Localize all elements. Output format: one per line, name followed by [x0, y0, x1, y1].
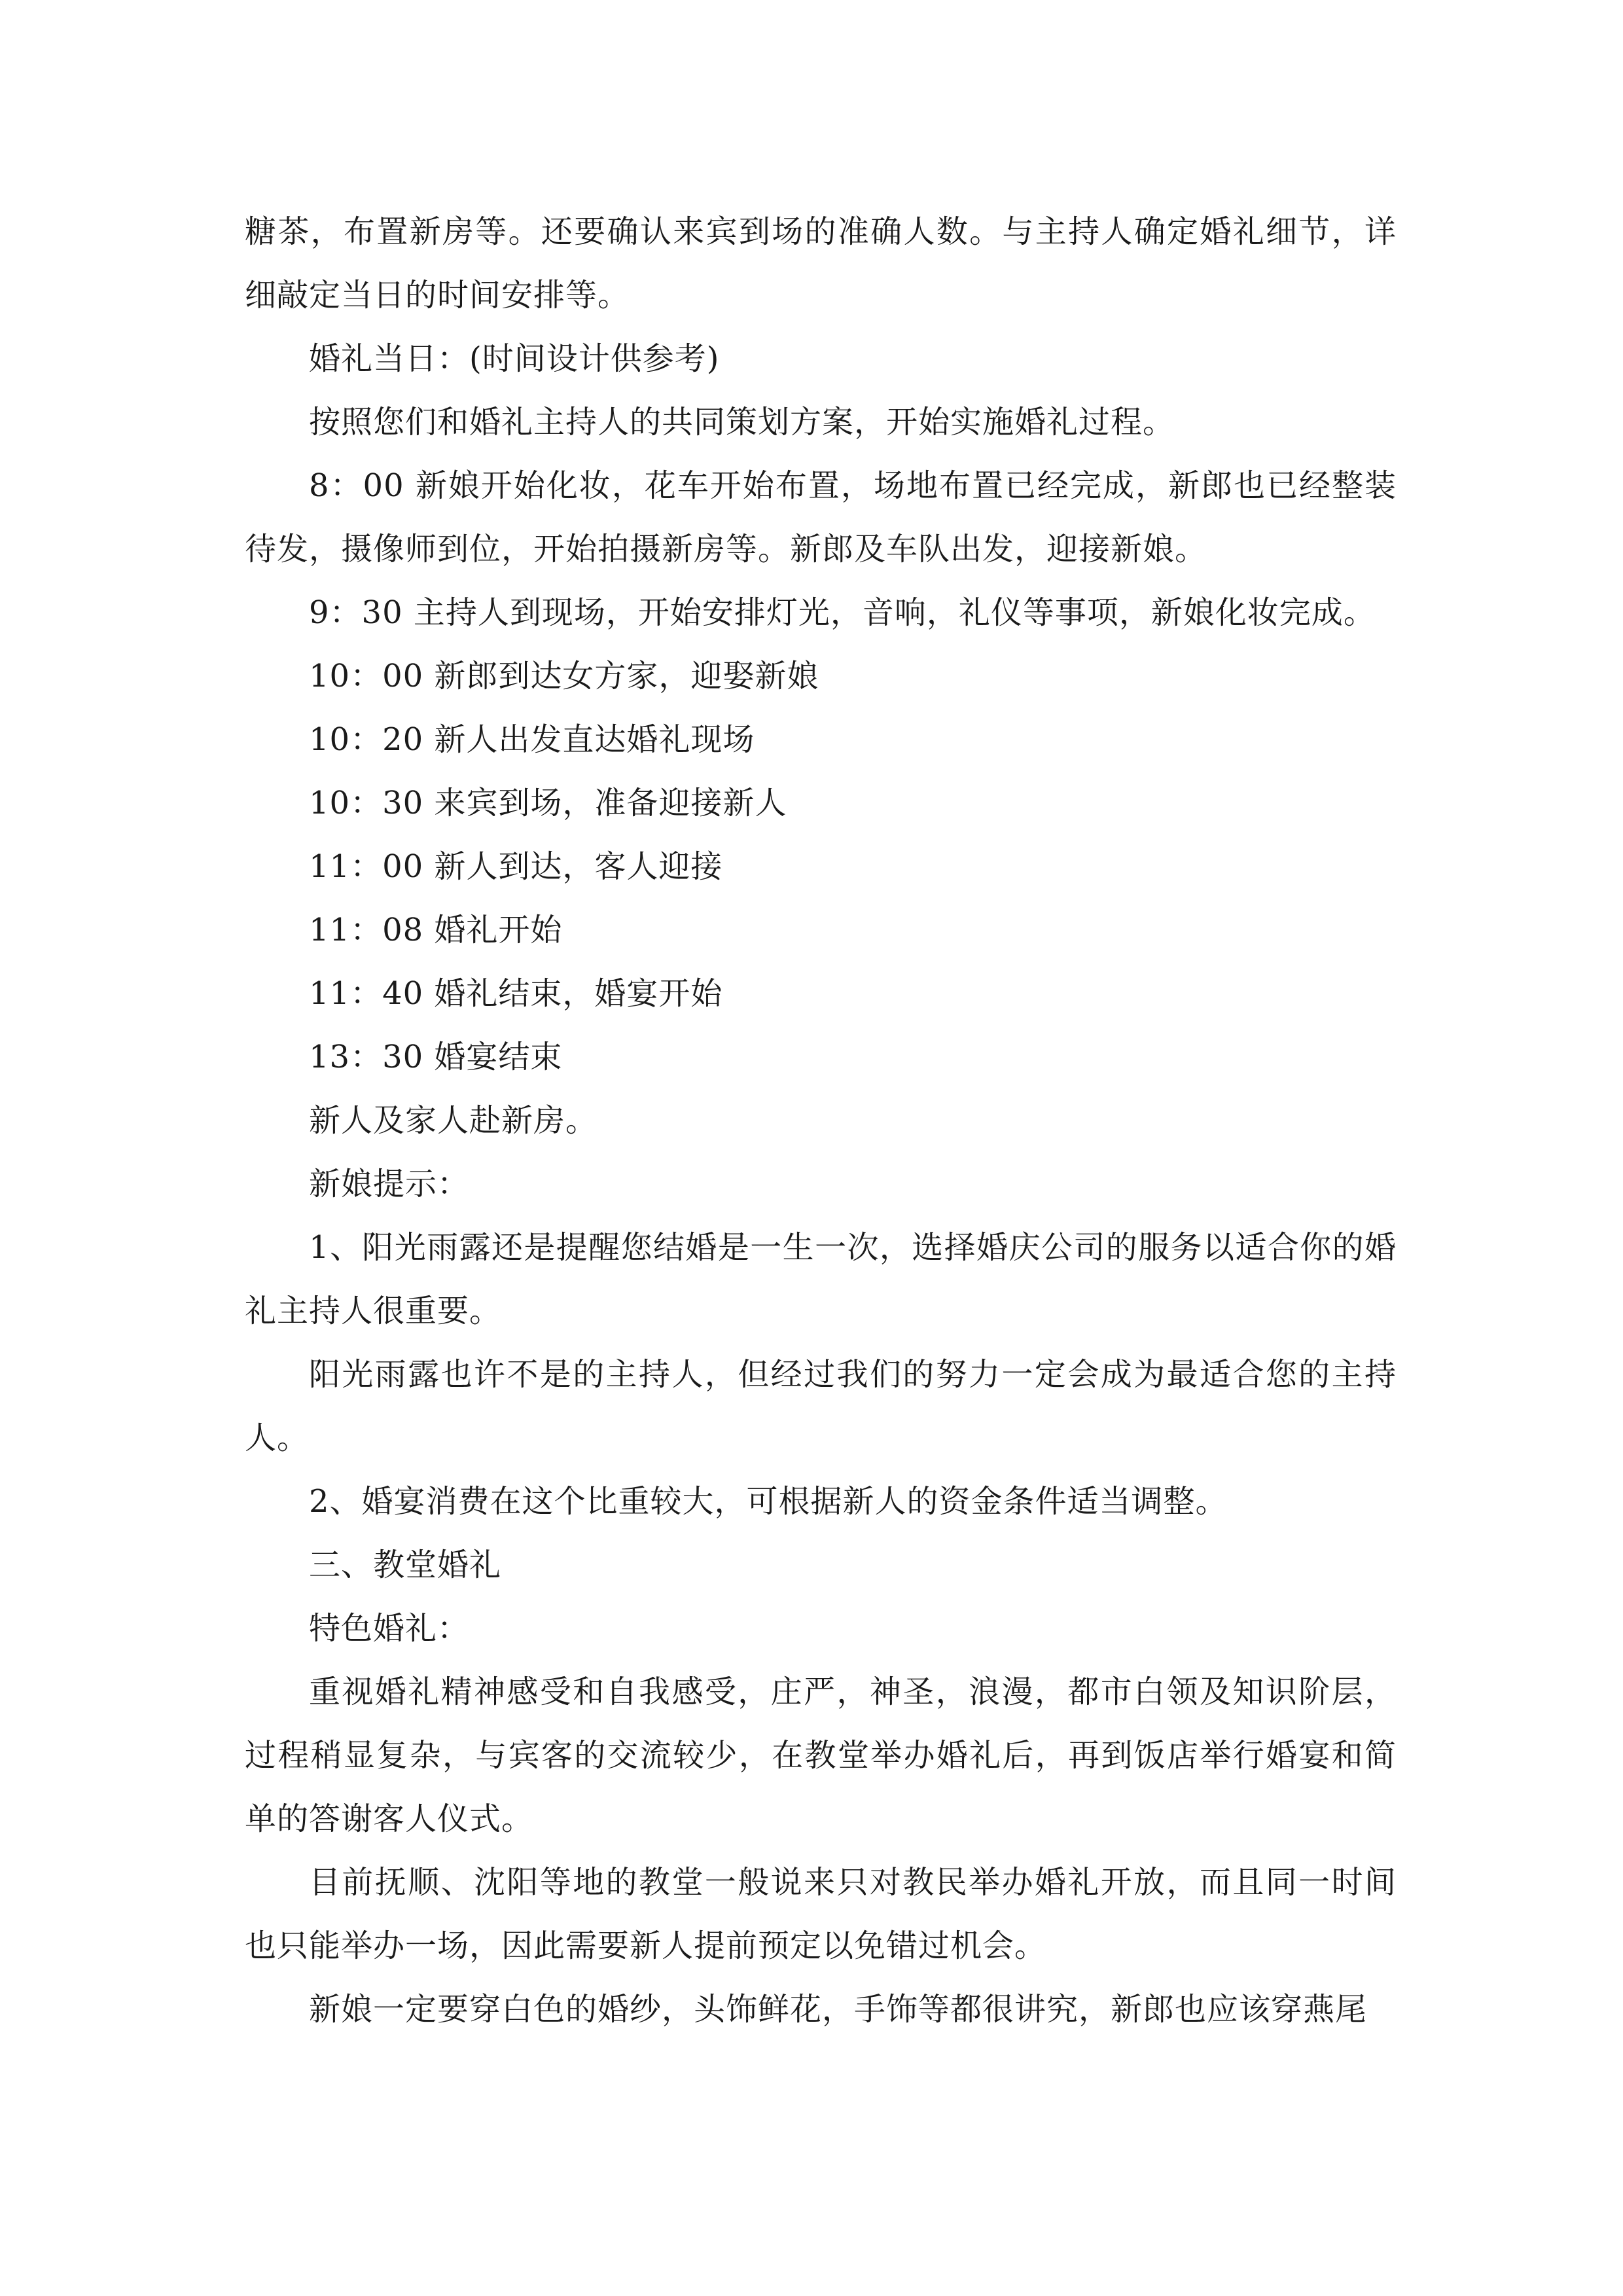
paragraph: 9：30 主持人到现场，开始安排灯光，音响，礼仪等事项，新娘化妆完成。 — [309, 594, 1376, 631]
paragraph: 糖茶，布置新房等。还要确认来宾到场的准确人数。与主持人确定婚礼细节，详细敲定当日的时间安排等。 — [245, 213, 1397, 314]
document-body — [245, 200, 1397, 2041]
paragraph: 10：20 新人出发直达婚礼现场 — [309, 721, 755, 758]
paragraph: 新人及家人赴新房。 — [309, 1102, 598, 1139]
paragraph: 11：00 新人到达，客人迎接 — [309, 848, 723, 885]
paragraph: 阳光雨露也许不是的主持人，但经过我们的努力一定会成为最适合您的主持人。 — [245, 1356, 1397, 1456]
paragraph: 按照您们和婚礼主持人的共同策划方案，开始实施婚礼过程。 — [309, 404, 1175, 440]
paragraph: 目前抚顺、沈阳等地的教堂一般说来只对教民举办婚礼开放，而且同一时间也只能举办一场，因此需要新人提前预定以免错过机会。 — [245, 1864, 1397, 1964]
paragraph: 重视婚礼精神感受和自我感受，庄严，神圣，浪漫，都市白领及知识阶层，过程稍显复杂，与宾客的交流较少，在教堂举办婚礼后，再到饭店举行婚宴和简单的答谢客人仪式。 — [245, 1674, 1397, 1837]
paragraph: 8：00 新娘开始化妆，花车开始布置，场地布置已经完成，新郎也已经整装待发，摄像师到位，开始拍摄新房等。新郎及车队出发，迎接新娘。 — [245, 467, 1397, 567]
paragraph: 11：40 婚礼结束，婚宴开始 — [309, 975, 723, 1012]
paragraph: 11：08 婚礼开始 — [309, 912, 563, 948]
paragraph: 新娘一定要穿白色的婚纱，头饰鲜花，手饰等都很讲究，新郎也应该穿燕尾 — [309, 1991, 1368, 2028]
paragraph: 婚礼当日：(时间设计供参考) — [309, 340, 720, 377]
paragraph: 13：30 婚宴结束 — [309, 1039, 563, 1075]
paragraph: 10：30 来宾到场，准备迎接新人 — [309, 785, 787, 821]
paragraph: 特色婚礼： — [309, 1610, 470, 1647]
paragraph: 10：00 新郎到达女方家，迎娶新娘 — [309, 658, 819, 694]
section-heading: 三、教堂婚礼 — [309, 1547, 502, 1583]
paragraph: 2、婚宴消费在这个比重较大，可根据新人的资金条件适当调整。 — [309, 1483, 1228, 1520]
paragraph: 新娘提示： — [309, 1166, 470, 1202]
paragraph: 1、阳光雨露还是提醒您结婚是一生一次，选择婚庆公司的服务以适合你的婚礼主持人很重要。 — [245, 1229, 1397, 1329]
